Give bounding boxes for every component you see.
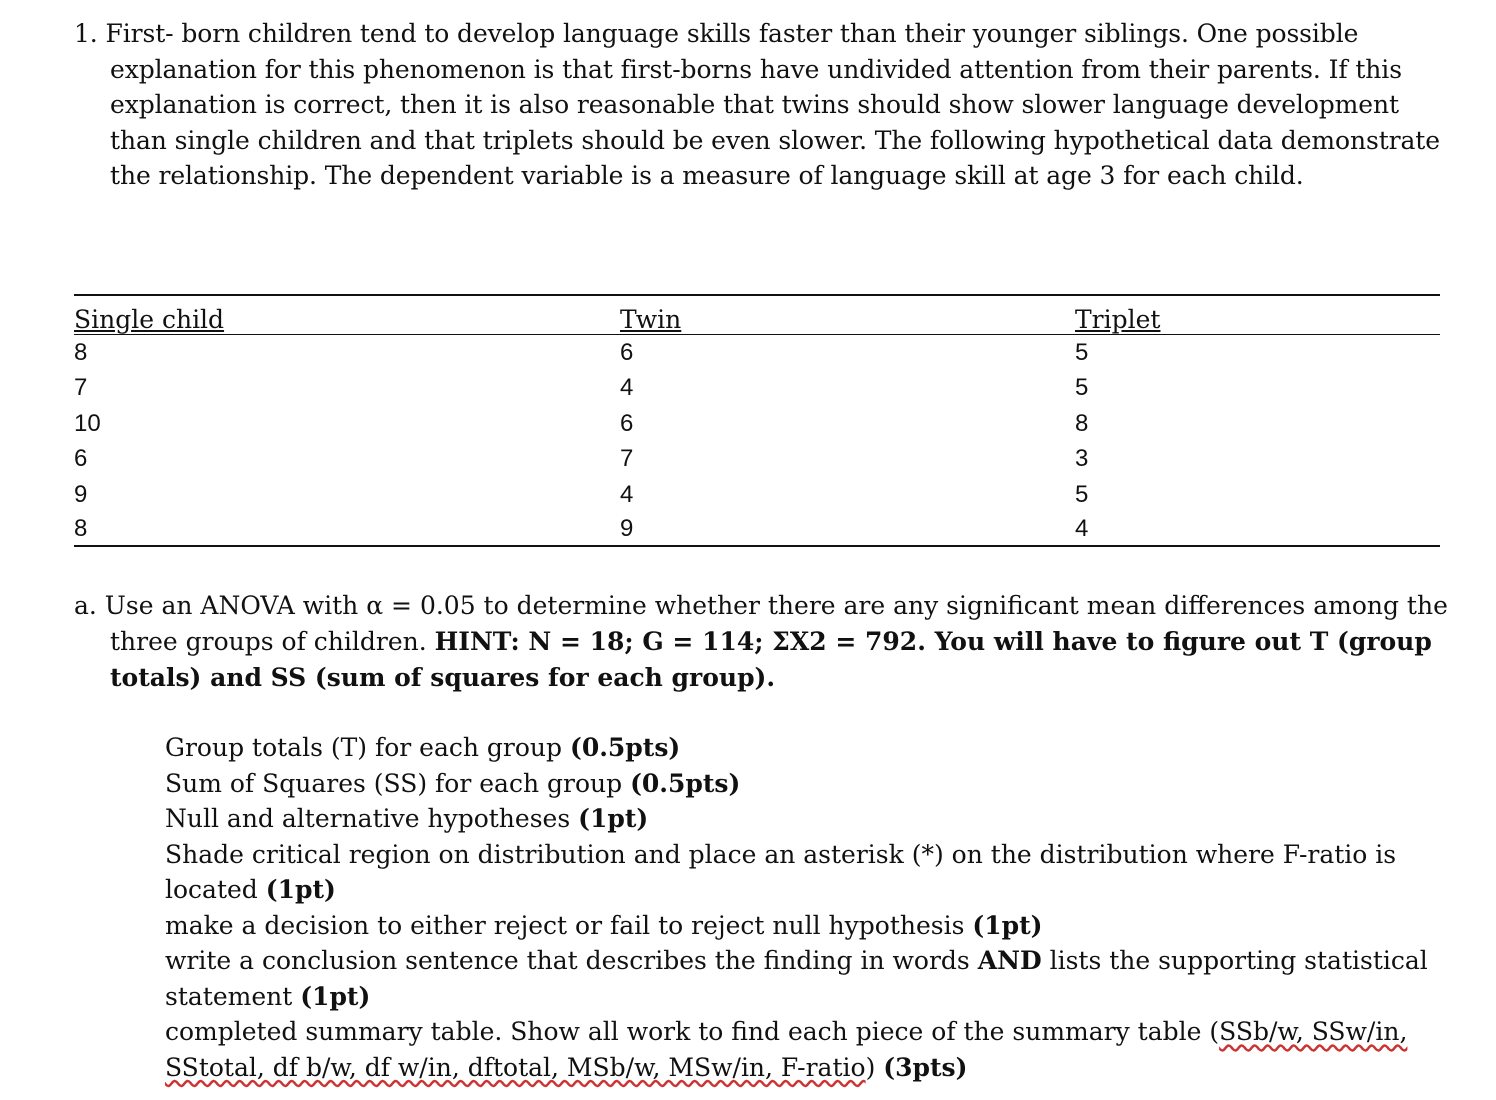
table-row [74,477,1440,513]
header-triplet: Triplet [1075,296,1440,335]
table-row [74,442,1440,478]
points-label: (1pt) [300,981,371,1011]
cell-twin: 4 [620,374,634,402]
question-text: First- born children tend to develop language skills faster than their younger siblings. One possible explanation for this phenomenon is that first-borns have undivided attention from their parents. If this explanation is correct, then it is also reasonable that twins should show slower language development than single children and that triplets should be even slower. The following hypothetical data demonstrate the relationship. The dependent variable is a measure of language skill at age 3 for each child. [105,19,1440,190]
points-label: (1pt) [972,910,1043,940]
table-row [74,513,1440,546]
points-label: (0.5pts) [630,768,741,798]
header-twin: Twin [620,296,1075,335]
list-item: completed summary table. Show all work to find each piece of the summary table (SSb/w, SSw/in, SStotal, df b/w, df w/in, dftotal, MSb/w, MSw/in, F-ratio) (3pts) [165,1017,1408,1082]
cell-triplet: 5 [1075,374,1089,402]
cell-twin: 9 [620,513,1075,546]
list-item: Sum of Squares (SS) for each group (0.5pts) [165,768,741,798]
table-header-row [74,296,1440,335]
cell-triplet: 5 [1075,338,1089,366]
list-item: Group totals (T) for each group (0.5pts) [165,733,681,762]
summary-table-terms: SSb/w, SSw/in, SStotal, df b/w, df w/in, dftotal, MSb/w, MSw/in, F-ratio [165,1017,1408,1082]
part-a-hint: HINT: N = 18; G = 114; ΣX2 = 792. You will have to figure out T (group totals) and SS (sum of squares for each group). [110,627,1432,692]
cell-single: 8 [74,513,620,546]
cell-single: 7 [74,374,88,402]
table-row [74,371,1440,407]
cell-triplet: 8 [1075,409,1089,437]
list-item: write a conclusion sentence that describes the finding in words AND lists the supporting statistical statement (1pt) [165,946,1428,1011]
data-table [74,296,1440,547]
question-number: 1. [74,19,98,48]
table-row [74,406,1440,442]
header-single-child: Single child [74,296,620,335]
points-label: (1pt) [578,804,649,833]
list-item: Shade critical region on distribution and place an asterisk (*) on the distribution where F-ratio is located (1pt) [165,839,1397,904]
emphasis-and: AND [977,946,1042,975]
cell-triplet: 3 [1075,445,1089,473]
data-table-container [74,294,1440,547]
question-1-intro [74,16,1454,194]
cell-twin: 7 [620,445,634,473]
part-a-text: a. Use an ANOVA with α = 0.05 to determine whether there are any significant mean differences among the three groups of children. [74,591,1448,656]
cell-single: 10 [74,409,101,437]
cell-twin: 4 [620,480,634,508]
cell-single: 6 [74,445,88,473]
points-label: (0.5pts) [569,733,681,762]
cell-triplet: 4 [1075,513,1440,546]
cell-single: 8 [74,338,88,366]
table-row [74,335,1440,371]
list-item: Null and alternative hypotheses (1pt) [165,804,649,833]
list-item: make a decision to either reject or fail to reject null hypothesis (1pt) [165,910,1043,940]
cell-twin: 6 [620,409,634,437]
points-label: (3pts) [883,1052,968,1082]
cell-triplet: 5 [1075,480,1089,508]
part-a-prompt [74,588,1454,696]
points-label: (1pt) [265,875,336,904]
cell-single: 9 [74,480,88,508]
cell-twin: 6 [620,338,634,366]
requirements-list [165,730,1465,1085]
